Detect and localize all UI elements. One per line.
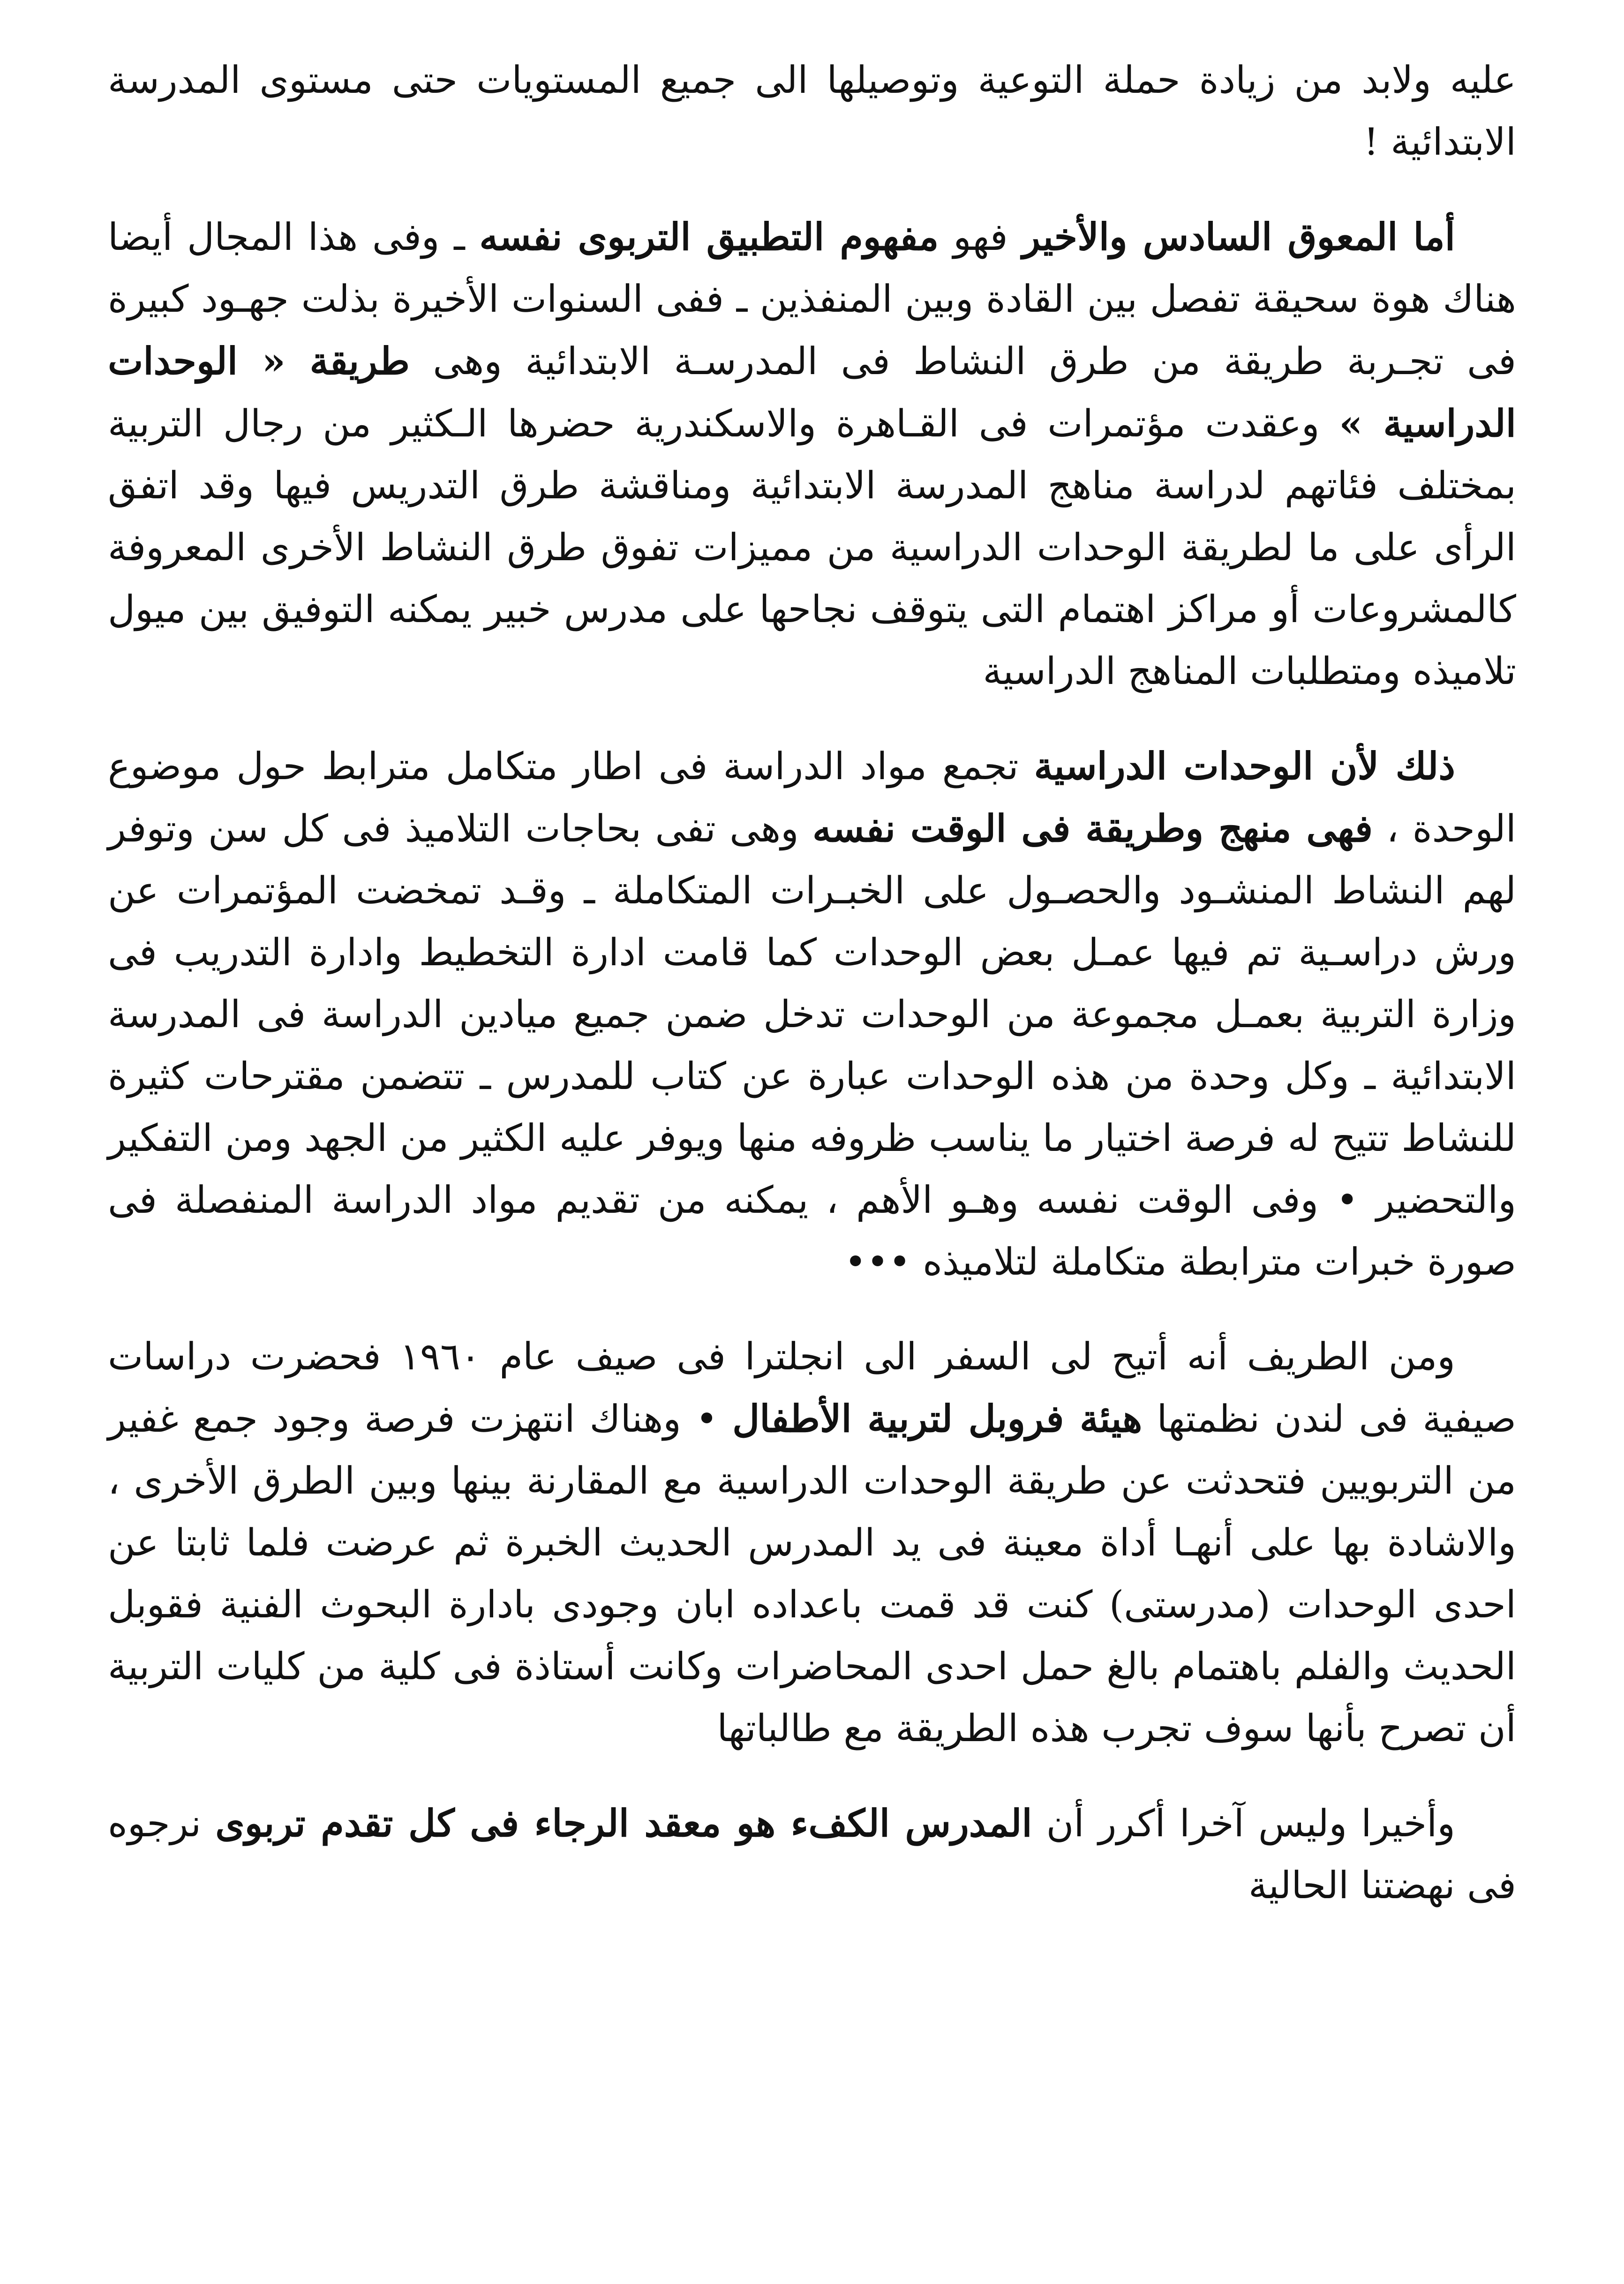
paragraph-4 <box>108 1326 1516 1759</box>
paragraph-1-text: عليه ولابد من زيادة حملة التوعية وتوصيلها الى جميع المستويات حتى مستوى المدرسة الابتدائية ! <box>108 58 1517 164</box>
bold-phrase: ذلك لأن الوحدات الدراسية <box>1034 744 1455 788</box>
body-text: نرجوه فى نهضتنا الحالية <box>108 1802 1516 1907</box>
bold-phrase: طريقة « الوحدات الدراسية » <box>108 339 1516 445</box>
article-body <box>108 49 1516 1916</box>
bold-phrase: المدرس الكفء هو معقد الرجاء فى كل تقدم تربوى <box>215 1801 1032 1845</box>
paragraph-2 <box>108 206 1516 702</box>
body-text: ـ وفى هذا المجال أيضا هناك هوة سحيقة تفصل بين القادة وبين المنفذين ـ ففى السنوات الأخيرة بذلت جهـود كبيرة فى تجـربة طريقة من طرق النشاط فى المدرسـة الابتدائية وهى <box>108 215 1516 383</box>
body-text: وعقدت مؤتمرات فى القـاهرة والاسكندرية حضرها الـكثير من رجال التربية بمختلف فئاتهم لدراسة مناهج المدرسة الابتدائية ومناقشة طرق التدريس فيها وقد اتفق الرأى على ما لطريقة الوحدات الدراسية من مميزات تفوق طرق النشاط الأخرى المعروفة كالمشروعات أو مراكز اهتمام التى يتوقف نجاحها على مدرس خبير يمكنه التوفيق بين ميول تلاميذه ومتطلبات المناهج الدراسية <box>108 402 1517 693</box>
paragraph-5 <box>108 1792 1516 1916</box>
body-text: تجمع مواد الدراسة فى اطار متكامل مترابط حول موضوع الوحدة ، <box>108 744 1517 850</box>
body-text: • وهناك انتهزت فرصة وجود جمع غفير من التربويين فتحدثت عن طريقة الوحدات الدراسية مع المقارنة بينها وبين الطرق الأخرى ، والاشادة بها على أنهـا أداة معينة فى يد المدرس الحديث الخبرة ثم عرضت فلما ثابتا عن احدى الوحدات (مدرستى) كنت قد قمت باعداده ابان وجودى بادارة البحوث الفنية فقوبل الحديث والفلم باهتمام بالغ حمل احدى المحاضرات وكانت أستاذة فى كلية من كليات التربية أن تصرح بأنها سوف تجرب هذه الطريقة مع طالباتها <box>108 1397 1516 1750</box>
paragraph-1 <box>108 49 1516 173</box>
bold-phrase: مفهوم التطبيق التربوى نفسه <box>479 215 939 259</box>
paragraph-3 <box>108 735 1516 1293</box>
body-text: وأخيرا وليس آخرا أكرر أن <box>1032 1802 1456 1845</box>
bold-phrase: أما المعوق السادس والأخير <box>1022 215 1456 259</box>
body-text: ومن الطريف أنه أتيح لى السفر الى انجلترا فى صيف عام ١٩٦٠ فحضرت دراسات صيفية فى لندن نظمتها <box>108 1335 1516 1441</box>
bold-phrase: فهى منهج وطريقة فى الوقت نفسه <box>812 806 1373 850</box>
bold-phrase: هيئة فروبل لتربية الأطفال <box>732 1397 1143 1441</box>
body-text: وهى تفى بحاجات التلاميذ فى كل سن وتوفر لهم النشاط المنشـود والحصـول على الخبـرات المتكاملة ـ وقـد تمخضت المؤتمرات عن ورش دراسـية تم فيها عمـل بعض الوحدات كما قامت ادارة التخطيط وادارة التدريب فى وزارة التربية بعمـل مجموعة من الوحدات تدخل ضمن جميع ميادين الدراسة فى المدرسة الابتدائية ـ وكل وحدة من هذه الوحدات عبارة عن كتاب للمدرس ـ تتضمن مقترحات كثيرة للنشاط تتيح له فرصة اختيار ما يناسب ظروفه منها ويوفر عليه الكثير من الجهد ومن التفكير والتحضير • وفى الوقت نفسه وهـو الأهم ، يمكنه من تقديم مواد الدراسة المنفصلة فى صورة خبرات مترابطة متكاملة لتلاميذه ••• <box>108 807 1517 1284</box>
body-text: فهو <box>939 215 1023 259</box>
